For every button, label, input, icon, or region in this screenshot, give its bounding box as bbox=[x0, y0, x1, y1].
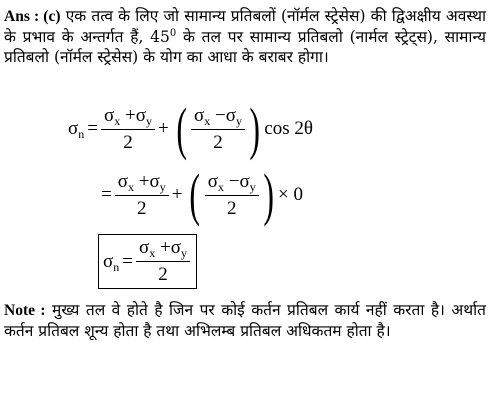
answer-paragraph bbox=[4, 6, 486, 67]
equals-sign: = bbox=[87, 118, 98, 139]
answer-label: Ans : (c) bbox=[4, 8, 61, 25]
answer-text-part2: के तल पर सामान्य प्रतिबलो (नार्मल स्ट्रेट्स), सामान्य प्रतिबलो (नॉर्मल स्ट्रेसेस) के योग का आधा के बराबर होगा। bbox=[4, 28, 487, 66]
fraction-difference: $\frac{\sigma_x -\sigma_y}{2}$ bbox=[205, 171, 259, 220]
equation-normal-stress bbox=[68, 96, 313, 161]
lhs-sigma-n: $\sigma_n$ bbox=[103, 250, 120, 274]
lhs-sigma-n: $\sigma_n$ bbox=[68, 118, 85, 141]
fraction-difference: $\frac{\sigma_x -\sigma_y}{2}$ bbox=[191, 105, 245, 154]
fraction-sum: $\frac{\sigma_x +\sigma_y}{2}$ bbox=[115, 171, 169, 220]
plus-sign: + bbox=[171, 184, 183, 205]
plus-sign: + bbox=[157, 118, 169, 139]
equals-sign: = bbox=[101, 184, 112, 205]
left-paren: ( bbox=[189, 162, 201, 227]
degree-superscript: 0 bbox=[169, 28, 177, 39]
right-paren: ) bbox=[263, 162, 274, 227]
right-paren: ) bbox=[249, 96, 260, 161]
note-paragraph bbox=[4, 300, 486, 341]
note-text: मुख्य तल वे होते है जिन पर कोई कर्तन प्रतिबल कार्य नहीं करता है। अर्थात कर्तन प्रतिबल शून्य होता है तथा अभिलम्ब प्रतिबल अधिकतम होता है। bbox=[4, 301, 486, 340]
equals-sign: = bbox=[122, 250, 133, 272]
fraction-sum: $\frac{\sigma_x +\sigma_y}{2}$ bbox=[136, 237, 190, 286]
cos-term: cos 2θ bbox=[264, 118, 313, 139]
boxed-result-equation bbox=[98, 234, 197, 289]
note-label: Note : bbox=[4, 302, 46, 319]
times-zero: × 0 bbox=[278, 184, 303, 205]
equation-substituted bbox=[98, 162, 303, 227]
fraction-sum: $\frac{\sigma_x +\sigma_y}{2}$ bbox=[101, 105, 155, 154]
left-paren: ( bbox=[176, 96, 187, 161]
answer-text-part1: एक तत्व के लिए जो सामान्य प्रतिबलों (नॉर्मल स्ट्रेसेस) की द्विअक्षीय अवस्था के प्रभाव के अन्तर्गत हैं, 45 bbox=[4, 7, 486, 46]
